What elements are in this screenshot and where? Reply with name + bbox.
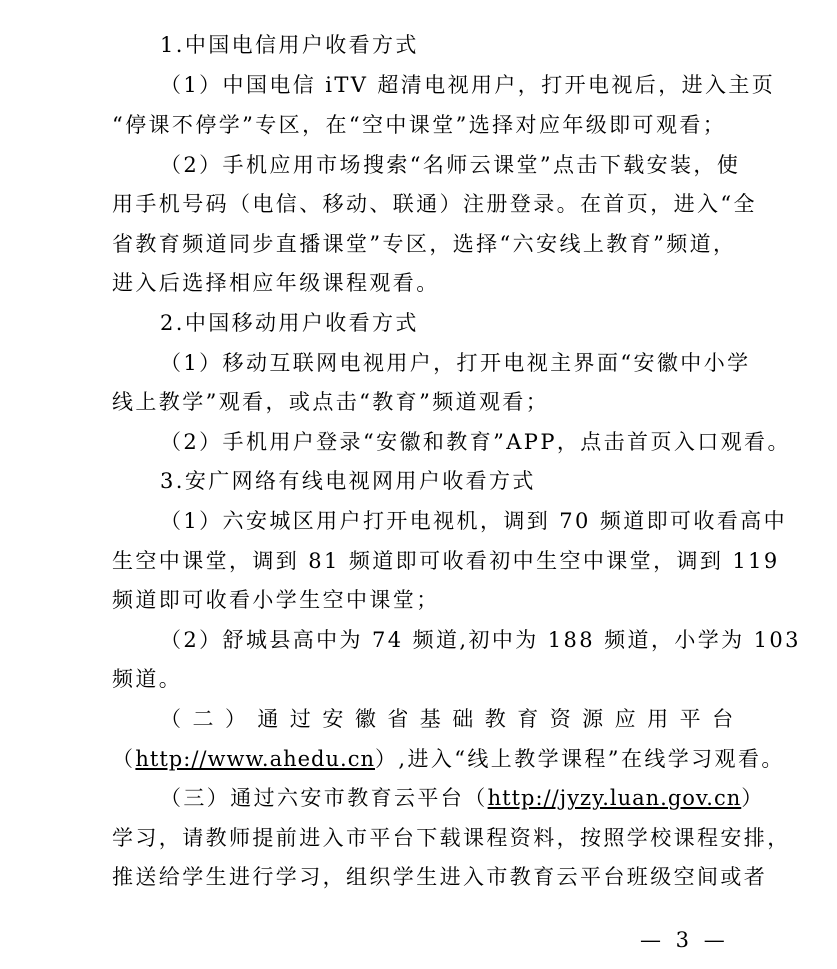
paragraph-line: （2）舒城县高中为 74 频道,初中为 188 频道，小学为 103: [160, 628, 801, 652]
luan-link[interactable]: http://jyzy.luan.gov.cn: [487, 786, 742, 810]
paragraph-line: （1）六安城区用户打开电视机，调到 70 频道即可收看高中: [160, 509, 788, 533]
paragraph-line-luan: [160, 783, 837, 813]
paren-close: ）: [741, 786, 765, 810]
page-number: — 3 —: [640, 928, 729, 952]
paragraph-line: （2）手机用户登录“安徽和教育”APP，点击首页入口观看。: [160, 430, 791, 454]
paragraph-line: （1）中国电信 iTV 超清电视用户，打开电视后，进入主页: [160, 73, 776, 97]
paragraph-line: 学习，请教师提前进入市平台下载课程资料，按照学校课程安排，: [112, 826, 791, 850]
paragraph-line: 进入后选择相应年级课程观看。: [112, 271, 440, 295]
paragraph-line: 频道。: [112, 667, 183, 691]
ahedu-link[interactable]: http://www.ahedu.cn: [135, 747, 375, 771]
paragraph-line: （2）手机应用市场搜索“名师云课堂”点击下载安装，使: [160, 153, 741, 177]
paragraph-line: 省教育频道同步直播课堂”专区，选择“六安线上教育”频道，: [112, 232, 737, 256]
heading-telecom: 1.中国电信用户收看方式: [160, 33, 419, 57]
paragraph-line: “停课不停学”专区，在“空中课堂”选择对应年级即可观看；: [112, 113, 727, 137]
paragraph-line: （1）移动互联网电视用户，打开电视主界面“安徽中小学: [160, 351, 751, 375]
paragraph-line: 推送给学生进行学习，组织学生进入市教育云平台班级空间或者: [112, 865, 768, 889]
heading-mobile: 2.中国移动用户收看方式: [160, 311, 419, 335]
heading-cable: 3.安广网络有线电视网用户收看方式: [160, 469, 536, 493]
paragraph-text: ）,进入“线上教学课程”在线学习观看。: [375, 747, 785, 771]
paragraph-line: 频道即可收看小学生空中课堂；: [112, 588, 440, 612]
paragraph-text: （三）通过六安市教育云平台（: [160, 786, 488, 810]
heading-ahedu: （ 二 ） 通 过 安 徽 省 基 础 教 育 资 源 应 用 平 台: [160, 707, 736, 731]
paragraph-line: 生空中课堂，调到 81 频道即可收看初中生空中课堂，调到 119: [112, 549, 780, 573]
paragraph-line: 线上教学”观看，或点击“教育”频道观看；: [112, 390, 550, 414]
paragraph-line: 用手机号码（电信、移动、联通）注册登录。在首页，进入“全: [112, 192, 757, 216]
paragraph-line-ahedu: [112, 744, 837, 774]
paren-open: （: [112, 747, 136, 771]
